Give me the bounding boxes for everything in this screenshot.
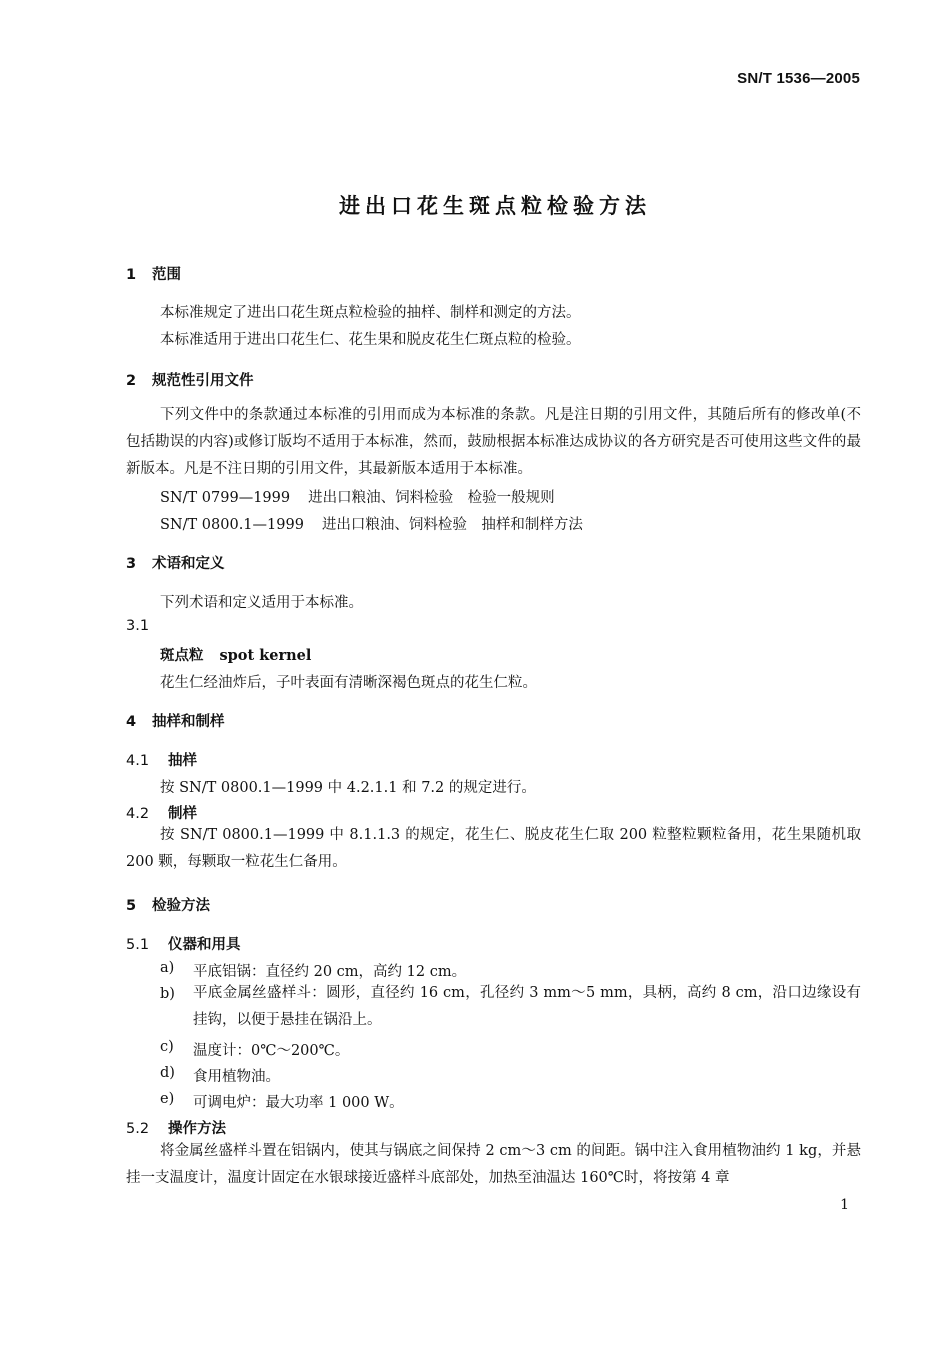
term-chinese: 斑点粒 (160, 648, 204, 664)
subsection-4-2-heading (126, 802, 197, 823)
section-title: 抽样和制样 (152, 714, 225, 730)
subsection-4-2-text: 按 SN/T 0800.1—1999 中 8.1.1.3 的规定，花生仁、脱皮花生仁取 200 粒整粒颗粒备用，花生果随机取 200 颗，每颗取一粒花生仁备用。 (126, 827, 861, 870)
document-title: 进出口花生斑点粒检验方法 (339, 194, 651, 218)
list-item-label: a) (160, 960, 175, 976)
subsection-number: 5.1 (126, 937, 150, 953)
section-number: 3 (126, 556, 137, 572)
list-item-label: c) (160, 1039, 174, 1055)
term-english: spot kernel (219, 647, 312, 664)
subsection-5-1-heading (126, 933, 241, 954)
reference-title: 进出口粮油、饲料检验 检验一般规则 (308, 490, 555, 506)
subsection-5-2-heading (126, 1117, 226, 1138)
list-item-text: 可调电炉：最大功率 1 000 W。 (193, 1095, 404, 1111)
subsection-title: 抽样 (168, 753, 197, 769)
section-2-heading (126, 369, 254, 390)
section-4-heading (126, 710, 225, 731)
section-1-heading (126, 263, 181, 284)
section-title: 术语和定义 (152, 556, 225, 572)
list-item-label: e) (160, 1091, 175, 1107)
section-title: 范围 (152, 267, 181, 283)
subsection-3-1-number: 3.1 (126, 618, 150, 634)
standard-code: SN/T 1536—2005 (737, 70, 860, 87)
subsection-4-1-text: 按 SN/T 0800.1—1999 中 4.2.1.1 和 7.2 的规定进行。 (160, 780, 536, 796)
list-item-text: 平底铝锅：直径约 20 cm，高约 12 cm。 (193, 964, 467, 980)
section-title: 检验方法 (152, 898, 210, 914)
section-number: 4 (126, 714, 137, 730)
reference-item (160, 513, 583, 534)
list-item-text: 平底金属丝盛样斗：圆形，直径约 16 cm，孔径约 3 mm～5 mm，具柄，高约 8 cm，沿口边缘设有挂钩，以便于悬挂在锅沿上。 (193, 985, 861, 1028)
term-definition: 花生仁经油炸后，子叶表面有清晰深褐色斑点的花生仁粒。 (160, 675, 537, 691)
subsection-5-2-text: 将金属丝盛样斗置在铝锅内，使其与锅底之间保持 2 cm～3 cm 的间距。锅中注入食用植物油约 1 kg，并悬挂一支温度计，温度计固定在水银球接近盛样斗底部处，加热至油温达 160℃时，将按第 4 章 (126, 1143, 861, 1186)
subsection-title: 操作方法 (168, 1121, 226, 1137)
section-number: 2 (126, 373, 137, 389)
subsection-title: 仪器和用具 (168, 937, 241, 953)
section-3-paragraph: 下列术语和定义适用于本标准。 (160, 595, 363, 611)
reference-item (160, 486, 555, 507)
section-1-paragraph-1: 本标准规定了进出口花生斑点粒检验的抽样、制样和测定的方法。 (160, 305, 581, 321)
list-item-label: b) (160, 986, 175, 1002)
subsection-4-1-heading (126, 749, 197, 770)
section-1-paragraph-2: 本标准适用于进出口花生仁、花生果和脱皮花生仁斑点粒的检验。 (160, 332, 581, 348)
page-number: 1 (840, 1197, 849, 1213)
section-number: 5 (126, 898, 137, 914)
section-number: 1 (126, 267, 137, 283)
subsection-title: 制样 (168, 806, 197, 822)
section-2-paragraph: 下列文件中的条款通过本标准的引用而成为本标准的条款。凡是注日期的引用文件，其随后所有的修改单(不包括勘误的内容)或修订版均不适用于本标准，然而，鼓励根据本标准达成协议的各方研究是否可使用这些文件的最新版本。凡是不注日期的引用文件，其最新版本适用于本标准。 (126, 407, 861, 477)
list-item-text: 食用植物油。 (193, 1069, 280, 1085)
subsection-number: 5.2 (126, 1121, 150, 1137)
list-item-label: d) (160, 1065, 175, 1081)
section-3-heading (126, 552, 225, 573)
subsection-number: 4.2 (126, 806, 150, 822)
list-item-text: 温度计：0℃～200℃。 (193, 1043, 350, 1059)
section-title: 规范性引用文件 (152, 373, 254, 389)
reference-code: SN/T 0800.1—1999 (160, 517, 304, 533)
subsection-number: 4.1 (126, 753, 150, 769)
section-5-heading (126, 894, 210, 915)
reference-title: 进出口粮油、饲料检验 抽样和制样方法 (321, 517, 583, 533)
term-entry (160, 644, 311, 665)
reference-code: SN/T 0799—1999 (160, 490, 291, 506)
